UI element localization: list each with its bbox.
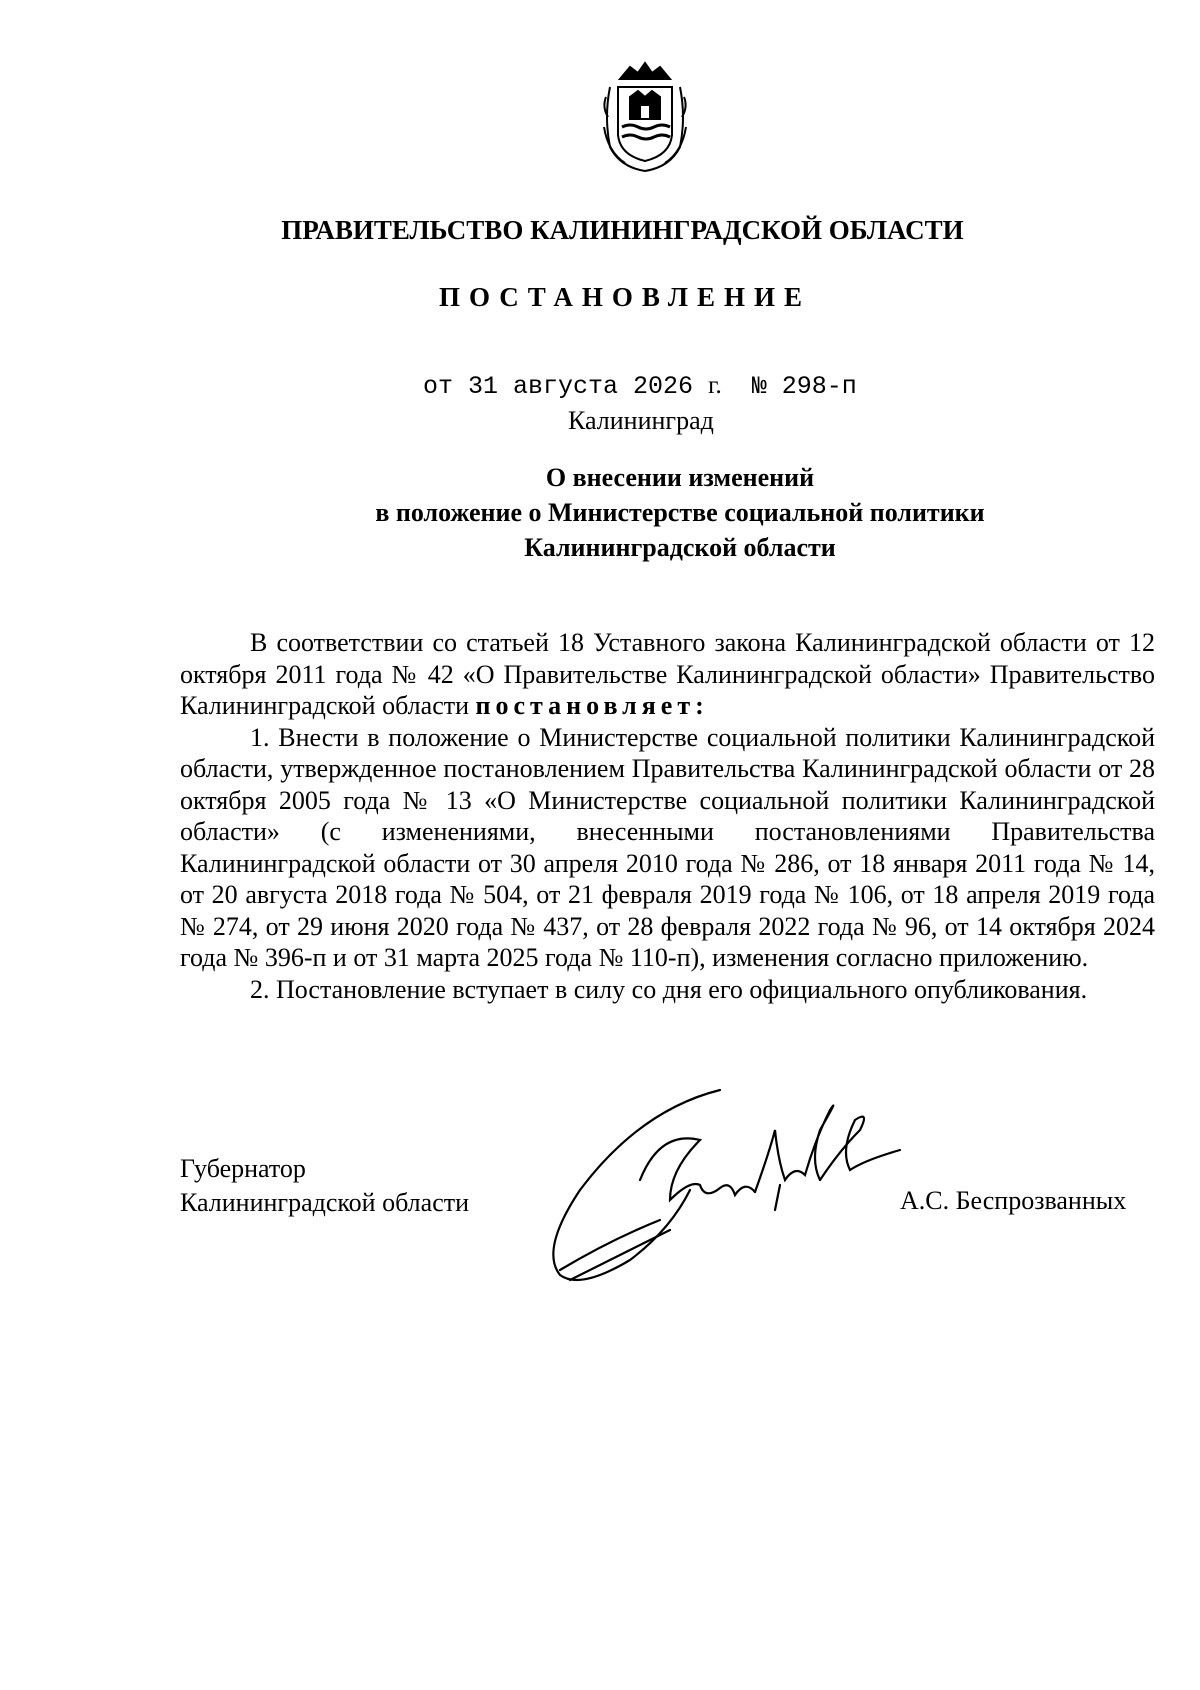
- document-type: ПОСТАНОВЛЕНИЕ: [438, 282, 812, 312]
- document-subject: [300, 460, 1060, 565]
- subject-line: Калининградской области: [524, 533, 836, 562]
- signer-title: [180, 1152, 469, 1220]
- signer-position: Губернатор: [180, 1154, 306, 1183]
- subject-line: О внесении изменений: [545, 463, 815, 492]
- item-1-paragraph: 1. Внести в положение о Министерстве социальной политики Калининградской области, утвержденное постановлением Правительства Калининградской области от 28 октября 2005 года № 13 «О Министерстве социальной политики Калининградской области» (с изменениями, внесенными постановлениями Правительства Калининградской области от 30 апреля 2010 года № 286, от 18 января 2011 года № 14, от 20 августа 2018 года № 504, от 21 февраля 2019 года № 106, от 18 апреля 2019 года № 274, от 29 июня 2020 года № 437, от 28 февраля 2022 года № 96, от 14 октября 2024 года № 396-п и от 31 марта 2025 года № 110-п), изменения согласно приложению.: [180, 722, 1155, 972]
- coat-of-arms-icon: [600, 57, 690, 175]
- item-2-paragraph: 2. Постановление вступает в силу со дня его официального опубликования.: [250, 974, 1088, 1004]
- document-number: № 298-п: [751, 372, 857, 401]
- signer-region: Калининградской области: [180, 1188, 470, 1217]
- document-date: от 31 августа 2026: [423, 372, 694, 401]
- document-body: [180, 627, 1155, 1005]
- signature-icon: [520, 1070, 940, 1300]
- preamble-paragraph: [180, 627, 1155, 722]
- city: Калининград: [568, 406, 714, 435]
- year-suffix: г.: [708, 372, 722, 399]
- signer-name: А.С. Беспрозванных: [900, 1186, 1127, 1215]
- government-title: ПРАВИТЕЛЬСТВО КАЛИНИНГРАДСКОЙ ОБЛАСТИ: [281, 215, 964, 245]
- subject-line: в положение о Министерстве социальной политики: [375, 498, 985, 527]
- date-and-number: [423, 372, 857, 401]
- preamble-text: В соответствии со статьей 18 Уставного закона Калининградской области от 12 октября 2011 года № 42 «О Правительстве Калининградской области» Правительство Калининградской области: [180, 628, 1155, 720]
- decision-word: постановляет:: [475, 691, 709, 720]
